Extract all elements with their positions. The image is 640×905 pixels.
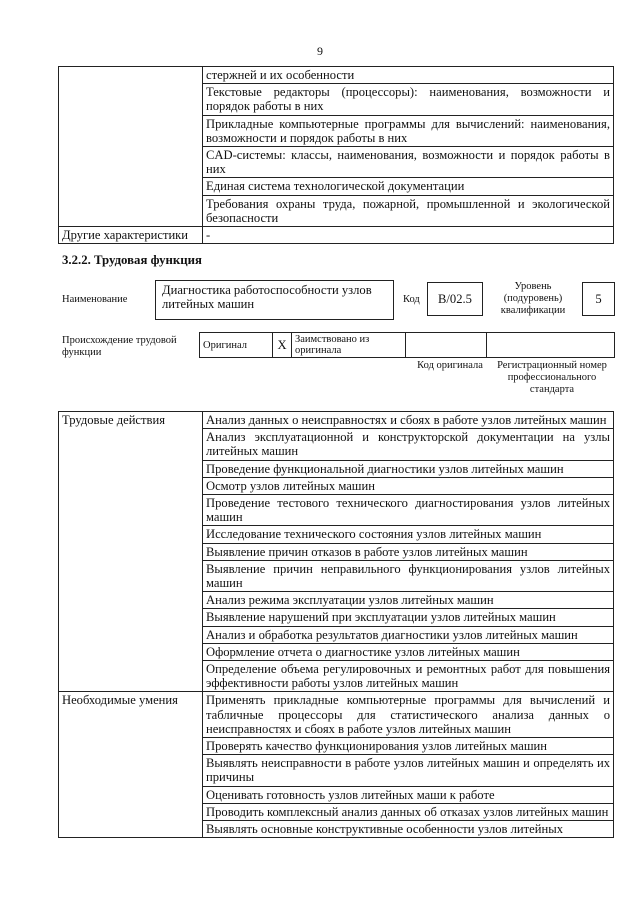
section-title: 3.2.2. Трудовая функция: [62, 253, 202, 267]
origin-mark-cell: X: [273, 333, 292, 358]
required-skill-item: Проводить комплексный анализ данных об отказах узлов литейных машин: [203, 803, 614, 820]
knowledge-label-cell: [59, 67, 203, 227]
labor-action-item: Выявление причин отказов в работе узлов литейных машин: [203, 543, 614, 560]
knowledge-item: CAD-системы: классы, наименования, возможности и порядок работы в них: [203, 147, 614, 178]
knowledge-table-continued: [58, 66, 614, 244]
labor-action-row: [59, 412, 614, 429]
required-skill-item: Проверять качество функционирования узлов литейных машин: [203, 738, 614, 755]
labor-action-item: Выявление причин неправильного функционирования узлов литейных машин: [203, 560, 614, 591]
knowledge-row: [59, 67, 614, 84]
labor-action-item: Осмотр узлов литейных машин: [203, 477, 614, 494]
required-skill-item: Выявлять основные конструктивные особенности узлов литейных: [203, 821, 614, 838]
qualification-level-label: Уровень (подуровень) квалификации: [500, 281, 566, 316]
name-label: Наименование: [62, 294, 128, 305]
required-skill-item: Оценивать готовность узлов литейных маши к работе: [203, 786, 614, 803]
other-characteristics-value: -: [203, 227, 614, 244]
function-name-box: Диагностика работоспособности узлов литейных машин: [155, 280, 394, 320]
origin-original-cell: Оригинал: [200, 333, 273, 358]
reg-number-label: Регистрационный номер профессионального стандарта: [497, 360, 607, 395]
function-code-box: B/02.5: [427, 282, 483, 316]
origin-table: [199, 332, 615, 358]
required-skill-row: [59, 692, 614, 738]
labor-action-item: Проведение функциональной диагностики узлов литейных машин: [203, 460, 614, 477]
labor-action-item: Выявление нарушений при эксплуатации узлов литейных машин: [203, 609, 614, 626]
labor-action-item: Анализ режима эксплуатации узлов литейных машин: [203, 592, 614, 609]
labor-action-item: Анализ и обработка результатов диагностики узлов литейных машин: [203, 626, 614, 643]
origin-code-cell: [406, 333, 487, 358]
other-characteristics-label: Другие характеристики: [59, 227, 203, 244]
knowledge-item: Прикладные компьютерные программы для вычислений: наименования, возможности и порядок работы в них: [203, 115, 614, 146]
labor-action-item: Анализ данных о неисправностях и сбоях в работе узлов литейных машин: [203, 412, 614, 429]
qualification-level-box: 5: [582, 282, 615, 316]
actions-skills-table: [58, 411, 614, 838]
other-characteristics-row: [59, 227, 614, 244]
required-skill-item: Применять прикладные компьютерные программы для вычислений и табличные процессоры для статистического анализа данных о неисправностях и сбоях в работе узлов литейных машин: [203, 692, 614, 738]
labor-action-item: Исследование технического состояния узлов литейных машин: [203, 526, 614, 543]
labor-action-item: Проведение тестового технического диагностирования узлов литейных машин: [203, 495, 614, 526]
knowledge-item: Требования охраны труда, пожарной, промышленной и экологической безопасности: [203, 195, 614, 226]
labor-action-item: Анализ эксплуатационной и конструкторской документации на узлы литейных машин: [203, 429, 614, 460]
required-skill-item: Выявлять неисправности в работе узлов литейных машин и определять их причины: [203, 755, 614, 786]
page-number: 9: [317, 44, 323, 58]
required-skill-label: Необходимые умения: [59, 692, 203, 838]
code-label: Код: [403, 294, 420, 305]
labor-action-item: Определение объема регулировочных и ремонтных работ для повышения эффективности работы узлов литейных машин: [203, 661, 614, 692]
code-original-label: Код оригинала: [417, 360, 483, 371]
knowledge-item: Единая система технологической документации: [203, 178, 614, 195]
labor-action-item: Оформление отчета о диагностике узлов литейных машин: [203, 643, 614, 660]
origin-label: Происхождение трудовой функции: [62, 335, 177, 358]
labor-action-label: Трудовые действия: [59, 412, 203, 692]
origin-reg-number-cell: [487, 333, 615, 358]
origin-borrowed-cell: Заимствовано из оригинала: [292, 333, 406, 358]
knowledge-item: стержней и их особенности: [203, 67, 614, 84]
knowledge-item: Текстовые редакторы (процессоры): наименования, возможности и порядок работы в них: [203, 84, 614, 115]
